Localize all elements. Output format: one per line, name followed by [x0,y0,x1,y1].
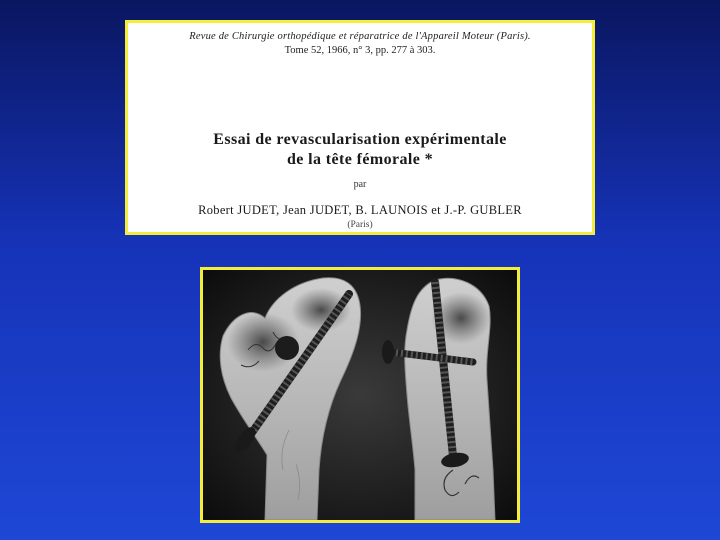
article-title-line-2: de la tête fémorale * [286,151,434,168]
by-label: par [353,179,367,190]
authors-line: Robert JUDET, Jean JUDET, B. LAUNOIS et J.-P. GUBLER [198,203,522,217]
xray-image [200,267,520,523]
journal-name: Revue de Chirurgie orthopédique et réparatrice de l'Appareil Moteur (Paris). [189,31,531,42]
article-title-line-1: Essai de revascularisation expérimentale [213,131,507,148]
article-title-page [125,20,595,235]
femoral-head-radiographs [203,270,517,520]
city-label: (Paris) [347,220,373,230]
volume-info: Tome 52, 1966, n° 3, pp. 277 à 303. [284,45,436,56]
